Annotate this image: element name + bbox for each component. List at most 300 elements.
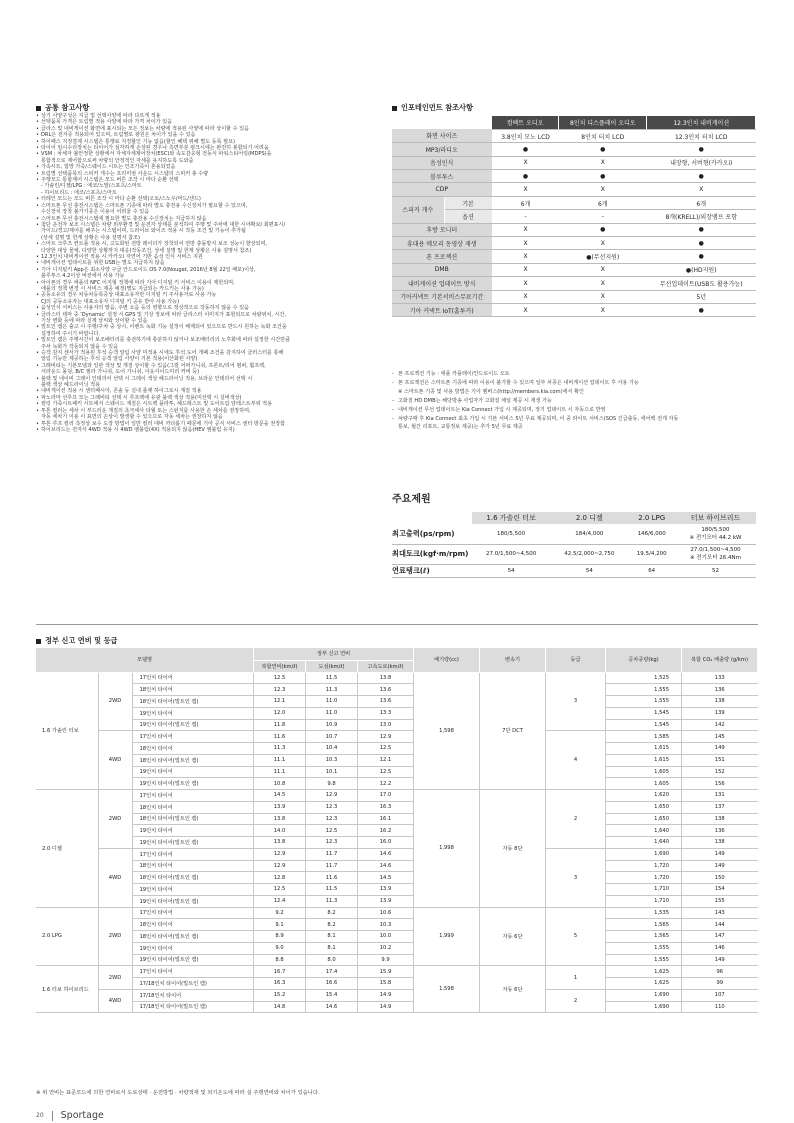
note-item: 가이드/경고/제어를 해주는 시스템이며, 드라이브 와이즈 적용 시 작동 조건 및 기능이 추가됨: [41, 228, 246, 235]
fuel-weight: 1,650: [606, 801, 682, 813]
fuel-tire: 19인치 타이어: [132, 766, 254, 778]
note-item: • 빌트인 캠은 주행시간이 보조배터리를 충전하기에 충분하지 않거나 보조배터리의 노후화에 따라 설정한 시간만큼: [36, 337, 366, 343]
fuel-value-h: 14.6: [358, 860, 414, 872]
info-cell: X: [559, 183, 647, 196]
fuel-title: 정부 신고 연비 및 등급: [36, 636, 118, 646]
info-row: [392, 290, 756, 303]
note-item: • 투톤 루프 컬러 측정상 보수 도장 방법이 일반 컬러 대비 까다롭기 때문에 기아 공식 서비스 센터 방문을 권장함: [36, 421, 366, 427]
fuel-weight: 1,565: [606, 931, 682, 943]
fuel-value-ci: 16.6: [306, 978, 358, 990]
fuel-value-c: 8.8: [254, 954, 306, 966]
fuel-grade: 2: [546, 989, 606, 1013]
fuel-row: [36, 731, 758, 743]
fuel-value-c: 12.1: [254, 696, 306, 708]
fuel-value-h: 16.0: [358, 837, 414, 849]
fuel-co2: 151: [682, 754, 758, 766]
info-note-item: - 폰 프로젝션 기능 : 애플 카플레이/안드로이드 오토: [392, 370, 762, 379]
fuel-value-c: 11.6: [254, 731, 306, 743]
info-row: [392, 237, 756, 250]
info-row-sublabel: 옵션: [444, 210, 492, 223]
spec-header-row: [392, 512, 756, 524]
note-item: - 하이브리드 : 에코/스포츠/스마트: [41, 189, 117, 196]
fuel-value-ci: 8.1: [306, 942, 358, 954]
fuel-co2: 131: [682, 790, 758, 802]
note-item: • 공동소유의 경우 차동차등록증상 대표소유자만 디지털 키 주사용자로 사용 가능: [36, 292, 366, 298]
fuel-weight: 1,545: [606, 707, 682, 719]
fuel-weight: 1,545: [606, 719, 682, 731]
fuel-value-h: 16.2: [358, 825, 414, 837]
fuel-value-c: 15.2: [254, 989, 306, 1001]
fuel-drive: 4WD: [98, 989, 132, 1013]
fuel-value-h: 16.3: [358, 801, 414, 813]
info-row-label: 후방 모니터: [392, 223, 492, 236]
fuel-weight: 1,640: [606, 837, 682, 849]
fuel-value-ci: 12.3: [306, 813, 358, 825]
spec-hev-line: 27.0/1,500~4,500: [690, 547, 741, 553]
fuel-weight: 1,620: [606, 790, 682, 802]
fuel-tire: 17/18인치 타이어(빌트인 캠): [132, 1001, 254, 1013]
fuel-value-ci: 10.3: [306, 754, 358, 766]
fuel-weight: 1,690: [606, 1001, 682, 1013]
info-row-label: 내비게이션 업데이트 방식: [392, 277, 492, 290]
info-note-item: 통보, 월간 리포트, 교통정보 제공)는 추가 5년 무료 제공: [398, 424, 523, 431]
info-cell: 6개: [559, 196, 647, 209]
fuel-value-h: 14.6: [358, 848, 414, 860]
info-cell: 3.8인치 모노 LCD: [492, 129, 559, 142]
note-item: 블루투스 4.2이상 버전에서 사용 가능: [41, 273, 125, 280]
fuel-value-c: 12.0: [254, 707, 306, 719]
info-cell: X: [559, 303, 647, 316]
fuel-value-h: 13.9: [358, 884, 414, 896]
fuel-co2: 149: [682, 860, 758, 872]
info-header: 12.3인치 내비게이션: [647, 116, 756, 129]
fuel-co2: 146: [682, 942, 758, 954]
info-cell: 6개: [647, 196, 756, 209]
fuel-value-c: 9.2: [254, 907, 306, 919]
fuel-row: [36, 919, 758, 931]
info-cell: 6개: [492, 196, 559, 209]
fuel-weight: 1,625: [606, 966, 682, 978]
fuel-value-h: 10.6: [358, 907, 414, 919]
fuel-model: 1.6 터보 하이브리드: [36, 966, 98, 1013]
info-row: [392, 263, 756, 276]
fuel-header-grade: 등급: [546, 648, 606, 672]
fuel-value-c: 12.5: [254, 672, 306, 684]
note-item: • 파노라마 선루프 모는 그래비티 선택 시 루프랙에 유광 블랙 색상 적용(미선택 시 실버색상): [36, 395, 366, 401]
info-row: [392, 183, 756, 196]
note-item: 설정하여 주시기 바랍니다.: [41, 330, 100, 337]
note-item: • 내비게이션 업데이트를 위한 USB는 별도 지급하지 않음: [36, 260, 366, 266]
fuel-row: [36, 825, 758, 837]
fuel-header-trans: 변속기: [480, 648, 546, 672]
info-cell: X: [492, 223, 559, 236]
spec-header: 1.6 가솔린 터보: [472, 512, 550, 524]
fuel-header-weight: 공차중량(kg): [606, 648, 682, 672]
fuel-grade: 4: [546, 731, 606, 790]
note-item: • 12.3인치 내비게이션 적용 시 카카오i 자연어 기반 음성 인식 서비스 지원: [36, 254, 366, 260]
fuel-row: [36, 1001, 758, 1013]
fuel-tire: 17인치 타이어: [132, 790, 254, 802]
info-cell: ●: [492, 170, 559, 183]
info-row: [392, 210, 756, 223]
fuel-tire: 17/18인치 타이어(빌트인 캠): [132, 978, 254, 990]
fuel-weight: 1,565: [606, 919, 682, 931]
info-row-label: 기아 커넥트 IoT(홈투카): [392, 303, 492, 316]
fuel-value-c: 12.4: [254, 895, 306, 907]
fuel-row: [36, 766, 758, 778]
note-item: • 타이어 임시수리장치는 타이어가 심각하게 손상된 경우나 측면부분 펑크시에는 완전히 봉합되기 어려움: [36, 145, 366, 151]
fuel-tire: 19인치 타이어(빌트인 캠): [132, 837, 254, 849]
info-row-label: 음성인식: [392, 156, 492, 169]
info-row: [392, 196, 756, 209]
info-cell: ●: [647, 237, 756, 250]
fuel-row: [36, 684, 758, 696]
fuel-value-c: 8.9: [254, 931, 306, 943]
fuel-value-c: 11.8: [254, 719, 306, 731]
info-row-label: 폰 프로젝션: [392, 250, 492, 263]
fuel-weight: 1,615: [606, 754, 682, 766]
note-item: • 빌트인 캠은 출고 시 주행/주차 중 상시, 이벤트 녹화 기능 설정이 해제되어 있으므로 반드시 원하는 녹화 조건을: [36, 324, 366, 330]
spec-cell: 19.5/4,200: [628, 544, 675, 564]
note-item: • 기아 디지털키 App은 최소사양 구글 안드로이드 OS 7.0(Nougat, 2016년 8월 22일 배포)이상,: [36, 267, 366, 273]
spec-corner: [392, 512, 472, 524]
spec-cell: 184/4,000: [550, 524, 628, 544]
fuel-row: [36, 790, 758, 802]
note-item: • 터레인 모드는 모드 버튼 조작 시 마다 순환 선택(오토/스노우/머드/샌드): [36, 196, 366, 202]
info-cell: X: [492, 156, 559, 169]
note-item: 통합적으로 제어함으로써 차량의 안정적인 자세를 유지하도록 도와줌: [41, 157, 194, 164]
info-cell: 12.3인치 터치 LCD: [647, 129, 756, 142]
fuel-drive: 4WD: [98, 848, 132, 907]
fuel-cc: 1,598: [414, 672, 480, 790]
info-cell: ●: [492, 143, 559, 156]
fuel-drive: 2WD: [98, 966, 132, 990]
info-cell: X: [492, 263, 559, 276]
fuel-model: 2.0 디젤: [36, 790, 98, 908]
fuel-value-ci: 11.3: [306, 684, 358, 696]
fuel-tire: 19인치 타이어: [132, 707, 254, 719]
note-item: • 하이브리드는 전자식 4WD 적용 시 4WD 엠블럼(4X) 적용되지 않음(HEV 엠블럼 유지): [36, 427, 366, 433]
note-item: • 하이패스 지정결제 시스템은 통행료 지정할인 기능 없음(할인 혜택 위해 별도 등록 필요): [36, 139, 366, 145]
info-row: [392, 170, 756, 183]
note-item: 알림 기능만 제공하는 후석 승객 알림 사양이 기본 적용(이산화된 사양): [41, 356, 198, 363]
fuel-weight: 1,690: [606, 989, 682, 1001]
spec-cell: 54: [550, 564, 628, 577]
fuel-grade: 1: [546, 966, 606, 990]
fuel-tire: 18인치 타이어: [132, 919, 254, 931]
fuel-tire: 19인치 타이어(빌트인 캠): [132, 954, 254, 966]
info-cell: ●: [559, 170, 647, 183]
fuel-weight: 1,535: [606, 907, 682, 919]
note-item: 서라운드 몰딩, B/C 필라 가니쉬, 도어 가니쉬, 아웃사이드미러 커버 등): [41, 369, 200, 376]
info-cell: X: [492, 250, 559, 263]
fuel-tire: 18인치 타이어(빌트인 캠): [132, 696, 254, 708]
fuel-row: [36, 813, 758, 825]
section-divider: [36, 624, 758, 625]
fuel-value-c: 11.1: [254, 754, 306, 766]
fuel-weight: 1,555: [606, 684, 682, 696]
fuel-value-h: 12.5: [358, 743, 414, 755]
fuel-value-ci: 12.3: [306, 801, 358, 813]
fuel-grade: 3: [546, 672, 606, 731]
fuel-value-h: 16.1: [358, 813, 414, 825]
note-item: • 선택품목 가격은 트림별 적용 사양에 따라 가격 차이가 있음: [36, 119, 366, 125]
fuel-co2: 149: [682, 848, 758, 860]
info-note-item: ※ 스마트폰 기종 및 사용 방법은 기아 멤버스(http://members.kia.com)에서 확인: [398, 388, 584, 395]
spec-header: 터보 하이브리드: [675, 512, 756, 524]
fuel-co2: 137: [682, 801, 758, 813]
fuel-co2: 99: [682, 978, 758, 990]
note-item: • 블랙 및 네이비 그레이 인테리어 선택 시 그레이 색상 헤드라이닝 적용, 브라운 인테리어 선택 시: [36, 376, 366, 382]
fuel-value-ci: 8.2: [306, 919, 358, 931]
fuel-grade: 2: [546, 790, 606, 849]
fuel-co2: 138: [682, 837, 758, 849]
fuel-header-eff: 정부 신고 연비: [254, 648, 414, 660]
info-cell: ●(무선지원): [559, 250, 647, 263]
info-cell: X: [492, 290, 559, 303]
fuel-value-ci: 9.8: [306, 778, 358, 790]
note-item: 블랙 색상 헤드라이닝 적용: [41, 382, 100, 389]
fuel-drive: 2WD: [98, 790, 132, 849]
note-item: • 글라스 및 내비게이션 화면에 표시되는 모든 정보는 차량에 적용된 사양에 따라 상이할 수 있음: [36, 126, 366, 132]
spec-cell: 180/5,500: [472, 524, 550, 544]
spec-header: 2.0 디젤: [550, 512, 628, 524]
fuel-tire: 19인치 타이어(빌트인 캠): [132, 778, 254, 790]
info-row-label: 기아커넥트 기본서비스무료기간: [392, 290, 492, 303]
fuel-cc: 1,598: [414, 966, 480, 1013]
fuel-weight: 1,555: [606, 696, 682, 708]
fuel-value-h: 12.1: [358, 754, 414, 766]
info-row-label: DMB: [392, 263, 492, 276]
fuel-row: [36, 672, 758, 684]
fuel-value-h: 10.0: [358, 931, 414, 943]
fuel-tire: 18인치 타이어: [132, 684, 254, 696]
fuel-co2: 144: [682, 919, 758, 931]
fuel-note: ※ 위 연비는 표준모드에 의한 연비로서 도로상태 · 운전방법 · 차량적재 및 외기온도에 따라 실 주행연비와 차이가 있습니다.: [36, 1090, 320, 1096]
info-cell: X: [492, 303, 559, 316]
fuel-value-h: 14.5: [358, 872, 414, 884]
info-cell: ●: [647, 303, 756, 316]
fuel-co2: 142: [682, 719, 758, 731]
info-cell: X: [559, 263, 647, 276]
fuel-value-c: 12.9: [254, 860, 306, 872]
info-note-item: - 내비게이션 무선 업데이트는 Kia Connect 가입 시 제공되며, 정기 업데이트 시 자동으로 반영: [392, 406, 762, 415]
fuel-value-ci: 11.5: [306, 884, 358, 896]
fuel-co2: 143: [682, 907, 758, 919]
note-item: • 투톤 컬러는 세차 시 부드러운 재질의 초극세사 타월 또는 스펀지를 사용한 손 세차를 권장하며,: [36, 408, 366, 414]
fuel-trans: 7단 DCT: [480, 672, 546, 790]
fuel-trans: 자동 6단: [480, 966, 546, 1013]
spec-title: 주요제원: [392, 494, 431, 505]
info-row-label: MP3/라디오: [392, 143, 492, 156]
note-item: • 내비게이션 적용 시 센터페시아, 콘솔 등 실내 플랫 하이그로시 재질 적용: [36, 388, 366, 394]
spec-row: [392, 544, 756, 564]
fuel-row: [36, 707, 758, 719]
fuel-value-c: 11.1: [254, 766, 306, 778]
fuel-value-h: 12.5: [358, 766, 414, 778]
fuel-value-ci: 8.1: [306, 931, 358, 943]
fuel-co2: 136: [682, 684, 758, 696]
info-note-item: - 차량구매 후 Kia Connect 최초 가입 시 기본 서비스 5년 무료 제공되며, 이 중 라이트 서비스(SOS 긴급출동, 에어백 전개 자동: [392, 415, 762, 424]
note-item: 수신장치 장착 불가기종은 이용이 어려울 수 있음: [41, 209, 150, 216]
footer: [36, 1110, 104, 1121]
note-item: • 그래비티는 기본모델과 일관 색상 및 재질 상이할 수 있음(그릴 어퍼가니쉬, 프론트/리어 범퍼, 휠프렉,: [36, 363, 366, 369]
spec-hev-line: 180/5,500: [701, 526, 730, 533]
info-cell: ●: [559, 143, 647, 156]
fuel-drive: 2WD: [98, 672, 132, 731]
fuel-tire: 17인치 타이어: [132, 907, 254, 919]
spec-hev-line: ※ 전기모터 26.4Nm: [689, 555, 742, 561]
fuel-header-co2: 복합 CO₂ 배출량 (g/km): [682, 648, 758, 672]
info-cell: ●(HD지원): [647, 263, 756, 276]
brand-name: Sportage: [60, 1110, 104, 1121]
fuel-tire: 18인치 타이어(빌트인 캠): [132, 813, 254, 825]
fuel-co2: 152: [682, 766, 758, 778]
info-row-label: 화면 사이즈: [392, 129, 492, 142]
fuel-row: [36, 907, 758, 919]
fuel-row: [36, 696, 758, 708]
info-row: [392, 277, 756, 290]
fuel-value-c: 16.3: [254, 978, 306, 990]
info-cell: X: [559, 290, 647, 303]
info-cell: X: [559, 156, 647, 169]
fuel-header-cc: 배기량(cc): [414, 648, 480, 672]
info-cell: ●: [647, 223, 756, 236]
info-row: [392, 250, 756, 263]
spec-row-label: 연료탱크(ℓ): [392, 564, 472, 577]
fuel-tire: 18인치 타이어: [132, 801, 254, 813]
fuel-value-ci: 15.4: [306, 989, 358, 1001]
fuel-value-h: 13.8: [358, 672, 414, 684]
fuel-weight: 1,640: [606, 825, 682, 837]
fuel-tire: 18인치 타이어(빌트인 캠): [132, 931, 254, 943]
info-cell: X: [647, 183, 756, 196]
fuel-value-h: 13.0: [358, 719, 414, 731]
spec-cell: 146/6,000: [628, 524, 675, 544]
info-row-label: 휴대용 메모리 동영상 재생: [392, 237, 492, 250]
fuel-weight: 1,605: [606, 778, 682, 790]
fuel-row: [36, 966, 758, 978]
info-row-sublabel: 기본: [444, 196, 492, 209]
fuel-row: [36, 954, 758, 966]
info-cell: 내장형, 서버형(카카오i): [647, 156, 756, 169]
fuel-value-ci: 10.7: [306, 731, 358, 743]
notes-title: 공통 참고사항: [36, 103, 89, 113]
fuel-tire: 18인치 타이어: [132, 860, 254, 872]
fuel-cc: 1,998: [414, 790, 480, 908]
fuel-weight: 1,650: [606, 813, 682, 825]
fuel-drive: 4WD: [98, 731, 132, 790]
fuel-value-ci: 17.4: [306, 966, 358, 978]
fuel-weight: 1,605: [606, 766, 682, 778]
fuel-row: [36, 884, 758, 896]
note-item: • 음성인식 서비스는 사용자의 발음, 주변 소음 등의 영향으로 정상적으로 작동하지 않을 수 있음: [36, 305, 366, 311]
spec-row: [392, 524, 756, 544]
note-item: • 주행모드 통합제어 시스템은 모드 버튼 조작 시 마다 순환 선택: [36, 177, 366, 183]
fuel-value-ci: 12.9: [306, 790, 358, 802]
info-row: [392, 156, 756, 169]
fuel-tire: 19인치 타이어: [132, 825, 254, 837]
fuel-value-ci: 11.3: [306, 895, 358, 907]
spec-cell-hev: [675, 544, 756, 564]
fuel-value-c: 13.9: [254, 801, 306, 813]
fuel-co2: 138: [682, 696, 758, 708]
fuel-value-h: 14.9: [358, 989, 414, 1001]
fuel-row: [36, 848, 758, 860]
fuel-value-c: 16.7: [254, 966, 306, 978]
spec-hev-line: ※ 전기모터 44.2 kW: [689, 534, 742, 541]
fuel-row: [36, 931, 758, 943]
fuel-value-c: 12.8: [254, 872, 306, 884]
fuel-header-row: [36, 648, 758, 660]
fuel-row: [36, 743, 758, 755]
infotainment-table: [392, 116, 756, 317]
fuel-value-ci: 8.2: [306, 907, 358, 919]
fuel-grade: 3: [546, 848, 606, 907]
fuel-value-h: 9.9: [358, 954, 414, 966]
fuel-value-c: 9.1: [254, 919, 306, 931]
fuel-value-c: 11.3: [254, 743, 306, 755]
note-item: • 가속시트, 험망 가죽/스웨이드 시트는 인조가죽이 혼용되었음: [36, 164, 366, 170]
fuel-row: [36, 895, 758, 907]
fuel-co2: 107: [682, 989, 758, 1001]
spec-table: [392, 512, 756, 578]
info-cell: 무선업데이트(USB도 활용가능): [647, 277, 756, 290]
info-cell: X: [492, 277, 559, 290]
fuel-row: [36, 978, 758, 990]
note-item: 다양한 대상 물체, 다양한 상황까지 대응(작동조건, 상세 설명 및 한계 상황은 사용 설명서 참조): [41, 247, 252, 254]
fuel-co2: 139: [682, 707, 758, 719]
fuel-value-h: 14.9: [358, 1001, 414, 1013]
note-item: • DRL은 전자증 적용되어 있으며, 트림별로 광원은 차이가 있을 수 있음: [36, 132, 366, 138]
note-item: 자동 세차기 이용 시 표면의 손상이 발생할 수 있으므로 자동 세차는 권장하지 않음: [41, 414, 223, 421]
spec-row: [392, 564, 756, 577]
fuel-tire: 19인치 타이어(빌트인 캠): [132, 719, 254, 731]
fuel-co2: 136: [682, 825, 758, 837]
fuel-row: [36, 860, 758, 872]
info-title: 인포테인먼트 참조사항: [392, 103, 473, 113]
info-header: 8인치 디스플레이 오디오: [559, 116, 647, 129]
fuel-value-h: 12.2: [358, 778, 414, 790]
spec-cell: 64: [628, 564, 675, 577]
fuel-tire: 17인치 타이어: [132, 848, 254, 860]
fuel-tire: 18인치 타이어(빌트인 캠): [132, 872, 254, 884]
fuel-co2: 154: [682, 884, 758, 896]
fuel-tire: 18인치 타이어: [132, 743, 254, 755]
fuel-value-c: 13.8: [254, 813, 306, 825]
fuel-drive: 2WD: [98, 907, 132, 966]
info-cell: ●: [647, 250, 756, 263]
fuel-value-ci: 11.6: [306, 872, 358, 884]
fuel-value-ci: 11.7: [306, 860, 358, 872]
fuel-tire: 17/18인치 타이어: [132, 989, 254, 1001]
fuel-tire: 17인치 타이어: [132, 672, 254, 684]
fuel-value-ci: 10.1: [306, 766, 358, 778]
fuel-co2: 133: [682, 672, 758, 684]
info-row-label: CDP: [392, 183, 492, 196]
info-cell: ●: [647, 143, 756, 156]
info-cell: ●: [559, 223, 647, 236]
fuel-value-h: 12.9: [358, 731, 414, 743]
info-note-item: - 폰 프로젝션은 스마트폰 기종에 따라 이용이 불가할 수 있으며 일부 차종은 내비게이션 업데이트 후 사용 가능: [392, 379, 762, 388]
fuel-co2: 110: [682, 1001, 758, 1013]
info-cell: -: [559, 210, 647, 223]
note-item: - 가솔린/디젤/LPG : 에코/노말/스포츠/스마트: [41, 183, 142, 190]
spec-cell: 54: [472, 564, 550, 577]
fuel-co2: 138: [682, 813, 758, 825]
fuel-tire: 17인치 타이어: [132, 966, 254, 978]
fuel-value-c: 14.8: [254, 1001, 306, 1013]
